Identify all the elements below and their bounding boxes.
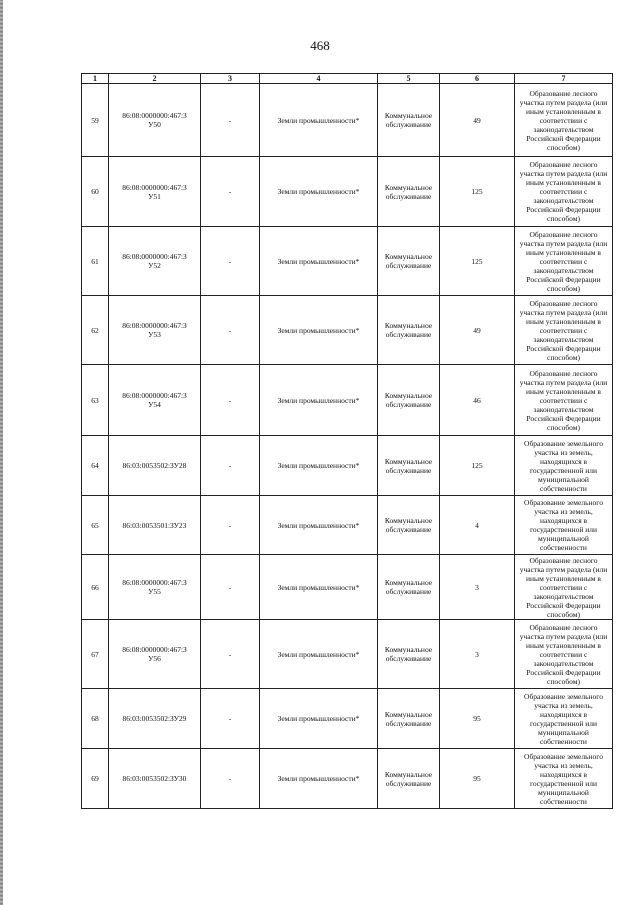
land-category: Земли промышленности* [260,689,378,749]
cadastral-number: 86:03:0053501:ЗУ23 [109,496,201,555]
permitted-use: Коммунальное обслуживание [378,555,440,620]
land-category: Земли промышленности* [260,555,378,620]
land-category: Земли промышленности* [260,296,378,365]
permitted-use: Коммунальное обслуживание [378,689,440,749]
table-row [82,157,613,227]
formation-method: Образование лесного участка путем раздела (или иным установленным в соответствии с законодательством Российской Федерации способом) [515,84,613,157]
column-header: 1 [82,74,109,84]
column-3-value: - [201,496,260,555]
column-3-value: - [201,555,260,620]
land-category: Земли промышленности* [260,365,378,436]
column-header: 3 [201,74,260,84]
column-3-value: - [201,436,260,496]
land-category: Земли промышленности* [260,496,378,555]
plot-area: 125 [440,436,515,496]
plot-area: 125 [440,157,515,227]
permitted-use: Коммунальное обслуживание [378,749,440,809]
row-number: 60 [82,157,109,227]
row-number: 64 [82,436,109,496]
plot-area: 95 [440,689,515,749]
formation-method: Образование земельного участка из земель, находящихся в государственной или муниципальной собственности [515,749,613,809]
row-number: 69 [82,749,109,809]
land-category: Земли промышленности* [260,749,378,809]
table-row [82,496,613,555]
land-category: Земли промышленности* [260,227,378,296]
cadastral-number: 86:08:0000000:467:З У53 [109,296,201,365]
cadastral-number: 86:08:0000000:467:З У52 [109,227,201,296]
row-number: 67 [82,620,109,689]
column-3-value: - [201,365,260,436]
column-3-value: - [201,689,260,749]
table-row [82,436,613,496]
land-category: Земли промышленности* [260,620,378,689]
permitted-use: Коммунальное обслуживание [378,620,440,689]
plot-area: 125 [440,227,515,296]
table-row [82,749,613,809]
table-row [82,689,613,749]
permitted-use: Коммунальное обслуживание [378,84,440,157]
plot-area: 49 [440,84,515,157]
formation-method: Образование лесного участка путем раздела (или иным установленным в соответствии с законодательством Российской Федерации способом) [515,555,613,620]
plot-area: 46 [440,365,515,436]
permitted-use: Коммунальное обслуживание [378,157,440,227]
formation-method: Образование лесного участка путем раздела (или иным установленным в соответствии с законодательством Российской Федерации способом) [515,227,613,296]
column-3-value: - [201,84,260,157]
column-header: 2 [109,74,201,84]
row-number: 66 [82,555,109,620]
column-3-value: - [201,227,260,296]
land-category: Земли промышленности* [260,157,378,227]
permitted-use: Коммунальное обслуживание [378,296,440,365]
plot-area: 3 [440,620,515,689]
row-number: 59 [82,84,109,157]
land-category: Земли промышленности* [260,436,378,496]
column-header: 5 [378,74,440,84]
cadastral-number: 86:08:0000000:467:З У56 [109,620,201,689]
table-row [82,620,613,689]
permitted-use: Коммунальное обслуживание [378,227,440,296]
cadastral-number: 86:03:0053502:ЗУ28 [109,436,201,496]
cadastral-number: 86:08:0000000:467:З У54 [109,365,201,436]
formation-method: Образование лесного участка путем раздела (или иным установленным в соответствии с законодательством Российской Федерации способом) [515,365,613,436]
column-header: 6 [440,74,515,84]
row-number: 65 [82,496,109,555]
row-number: 63 [82,365,109,436]
plot-area: 49 [440,296,515,365]
table-row [82,227,613,296]
column-3-value: - [201,296,260,365]
formation-method: Образование земельного участка из земель, находящихся в государственной или муниципальной собственности [515,496,613,555]
cadastral-number: 86:08:0000000:467:З У51 [109,157,201,227]
column-header: 7 [515,74,613,84]
column-3-value: - [201,157,260,227]
formation-method: Образование лесного участка путем раздела (или иным установленным в соответствии с законодательством Российской Федерации способом) [515,157,613,227]
cadastral-number: 86:03:0053502:ЗУ30 [109,749,201,809]
scan-edge [0,0,3,905]
permitted-use: Коммунальное обслуживание [378,436,440,496]
plot-area: 3 [440,555,515,620]
column-3-value: - [201,749,260,809]
table-row [82,296,613,365]
column-header-row [82,74,613,84]
table-row [82,365,613,436]
plot-area: 4 [440,496,515,555]
cadastral-number: 86:08:0000000:467:З У50 [109,84,201,157]
table-row [82,555,613,620]
permitted-use: Коммунальное обслуживание [378,496,440,555]
formation-method: Образование лесного участка путем раздела (или иным установленным в соответствии с законодательством Российской Федерации способом) [515,620,613,689]
permitted-use: Коммунальное обслуживание [378,365,440,436]
table-row [82,84,613,157]
formation-method: Образование земельного участка из земель, находящихся в государственной или муниципальной собственности [515,436,613,496]
formation-method: Образование лесного участка путем раздела (или иным установленным в соответствии с законодательством Российской Федерации способом) [515,296,613,365]
row-number: 68 [82,689,109,749]
page-number: 468 [310,38,330,53]
cadastral-number: 86:08:0000000:467:З У55 [109,555,201,620]
cadastral-number: 86:03:0053502:ЗУ29 [109,689,201,749]
column-3-value: - [201,620,260,689]
column-header: 4 [260,74,378,84]
register-table [81,73,613,809]
row-number: 62 [82,296,109,365]
register-body [82,74,613,809]
formation-method: Образование земельного участка из земель, находящихся в государственной или муниципальной собственности [515,689,613,749]
plot-area: 95 [440,749,515,809]
row-number: 61 [82,227,109,296]
land-category: Земли промышленности* [260,84,378,157]
